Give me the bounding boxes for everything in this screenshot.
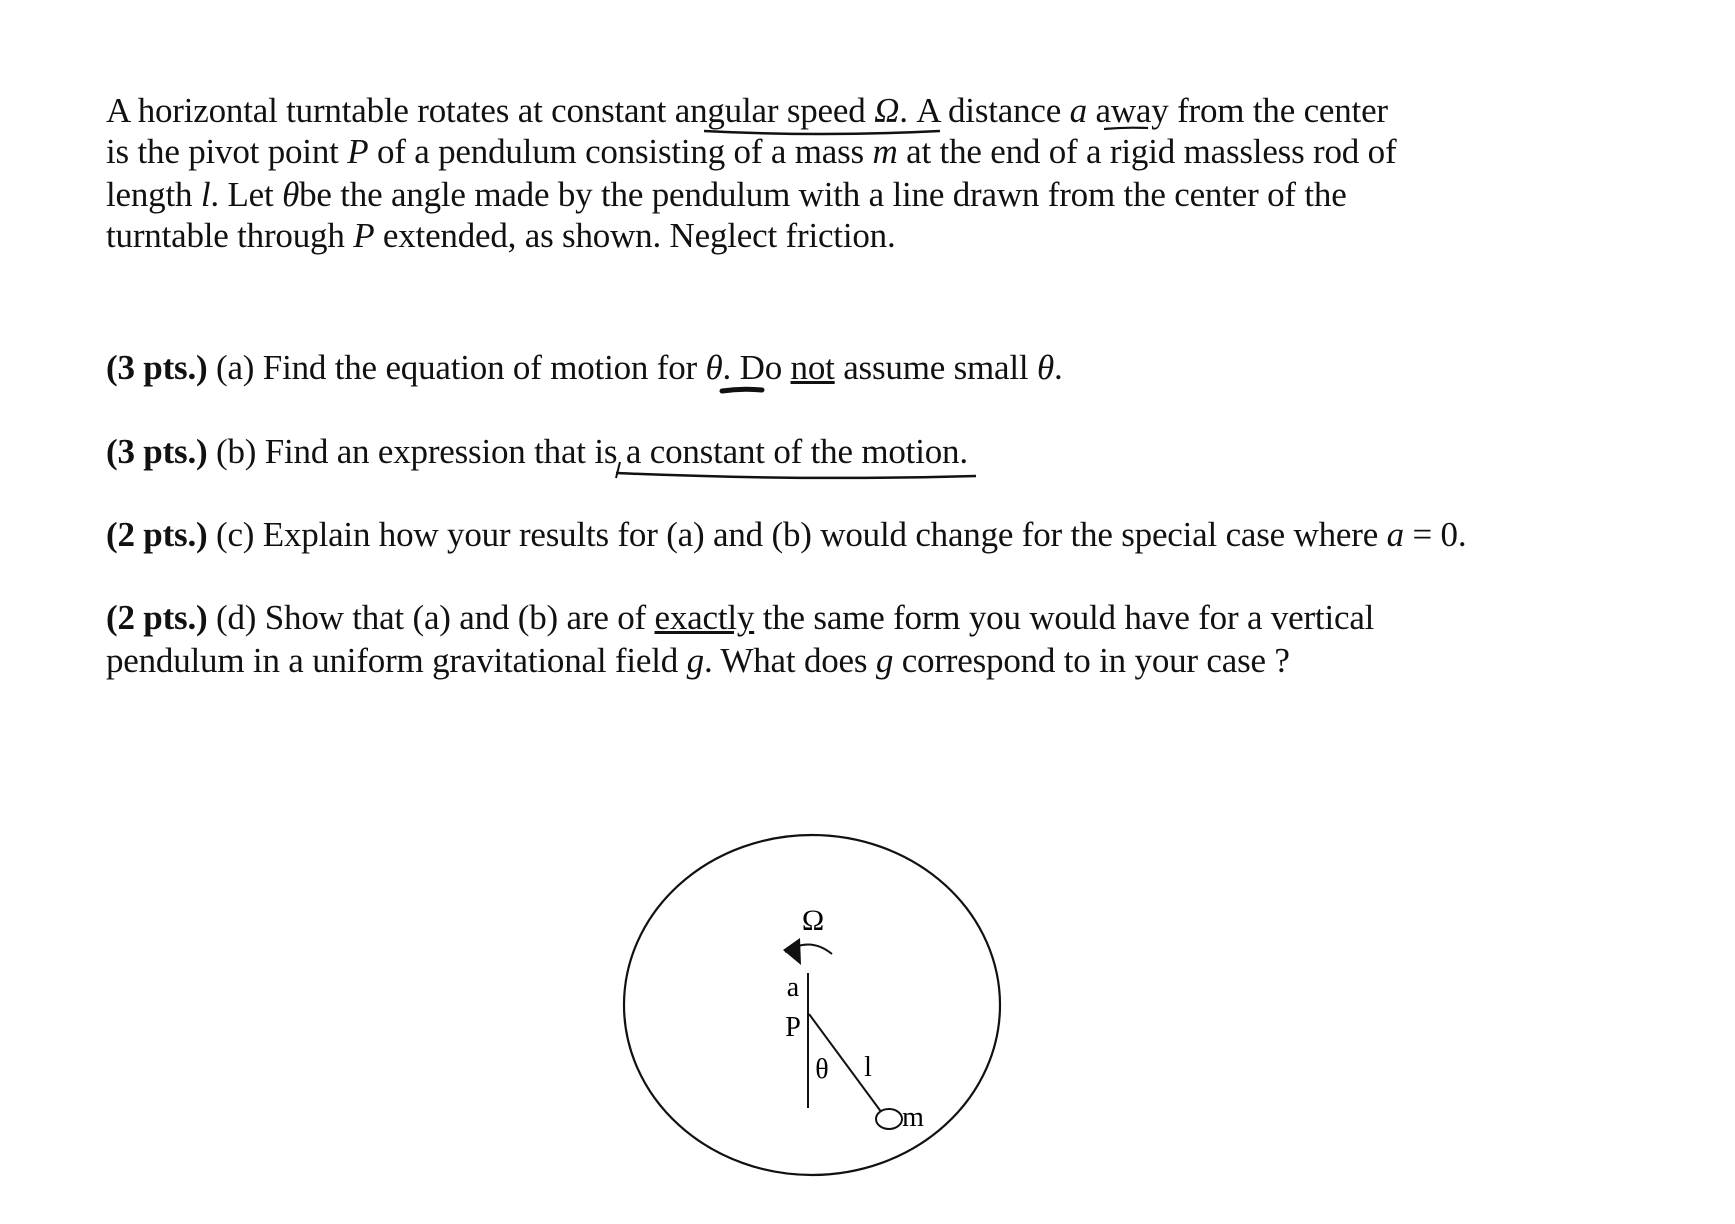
- question-text: correspond to in your case ?: [893, 641, 1290, 680]
- pen-mark-for: [722, 389, 762, 391]
- pivot-symbol: P: [347, 132, 369, 171]
- intro-text: . A distance: [899, 91, 1070, 130]
- pivot-symbol: P: [353, 216, 375, 255]
- rotation-arrowhead-icon: [783, 938, 801, 965]
- pendulum-mass: [876, 1109, 902, 1129]
- gravity-symbol: g: [875, 641, 894, 680]
- question-text: . What does: [703, 641, 876, 680]
- emphasis-not: not: [790, 348, 835, 387]
- intro-text: away from the center: [1086, 91, 1388, 130]
- pen-underline-angular-speed: [704, 131, 940, 134]
- question-text: pendulum in a uniform gravitational field: [106, 641, 687, 680]
- pen-tick-constant: [616, 462, 620, 478]
- points-label: (3 pts.): [106, 432, 208, 471]
- intro-text: of a pendulum consisting of a mass: [368, 132, 873, 171]
- mass-label: m: [902, 1102, 924, 1133]
- points-label: (3 pts.): [106, 348, 208, 387]
- theta-label: θ: [815, 1054, 829, 1085]
- intro-text: . Let: [210, 175, 283, 214]
- intro-text: is the pivot point: [106, 132, 348, 171]
- intro-text: A horizontal turntable rotates at constant angular speed: [106, 91, 875, 130]
- points-label: (2 pts.): [106, 598, 208, 637]
- pen-underline-constant: [616, 473, 976, 478]
- length-symbol: l: [200, 175, 211, 214]
- intro-text: turntable through: [106, 216, 354, 255]
- points-label: (2 pts.): [106, 515, 208, 554]
- omega-label: Ω: [801, 904, 825, 937]
- distance-symbol: a: [1386, 515, 1404, 554]
- pivot-label: P: [785, 1012, 801, 1043]
- question-text: (d) Show that (a) and (b) are of: [207, 598, 655, 637]
- length-label: l: [864, 1052, 872, 1083]
- mass-symbol: m: [872, 132, 898, 171]
- gravity-symbol: g: [686, 641, 704, 680]
- distance-label: a: [786, 972, 800, 1003]
- turntable-circle: [624, 835, 1000, 1175]
- question-text: the same form you would have for a vertical: [754, 598, 1375, 637]
- theta-symbol: θ: [705, 348, 723, 387]
- pen-overline-a-rigid: [1104, 128, 1148, 129]
- distance-symbol: a: [1069, 91, 1087, 130]
- theta-symbol: θ: [1036, 348, 1054, 387]
- omega-symbol: Ω: [874, 91, 900, 130]
- turntable-diagram: [600, 790, 1020, 1190]
- question-text: (b) Find an expression that is a constant of the motion.: [207, 432, 968, 471]
- question-text: = 0.: [1403, 515, 1467, 554]
- intro-text: at the end of a rigid massless rod of: [897, 132, 1397, 171]
- question-text: . Do: [722, 348, 791, 387]
- intro-text: extended, as shown. Neglect friction.: [374, 216, 896, 255]
- intro-text: length: [106, 175, 201, 214]
- theta-symbol: θ: [282, 175, 300, 214]
- emphasis-exactly: exactly: [654, 598, 755, 637]
- question-text: assume small: [834, 348, 1037, 387]
- question-text: (c) Explain how your results for (a) and (b) would change for the special case where: [207, 515, 1387, 554]
- question-text: (a) Find the equation of motion for: [207, 348, 706, 387]
- intro-text: be the angle made by the pendulum with a line drawn from the center of the: [299, 175, 1347, 214]
- question-text: .: [1053, 348, 1063, 387]
